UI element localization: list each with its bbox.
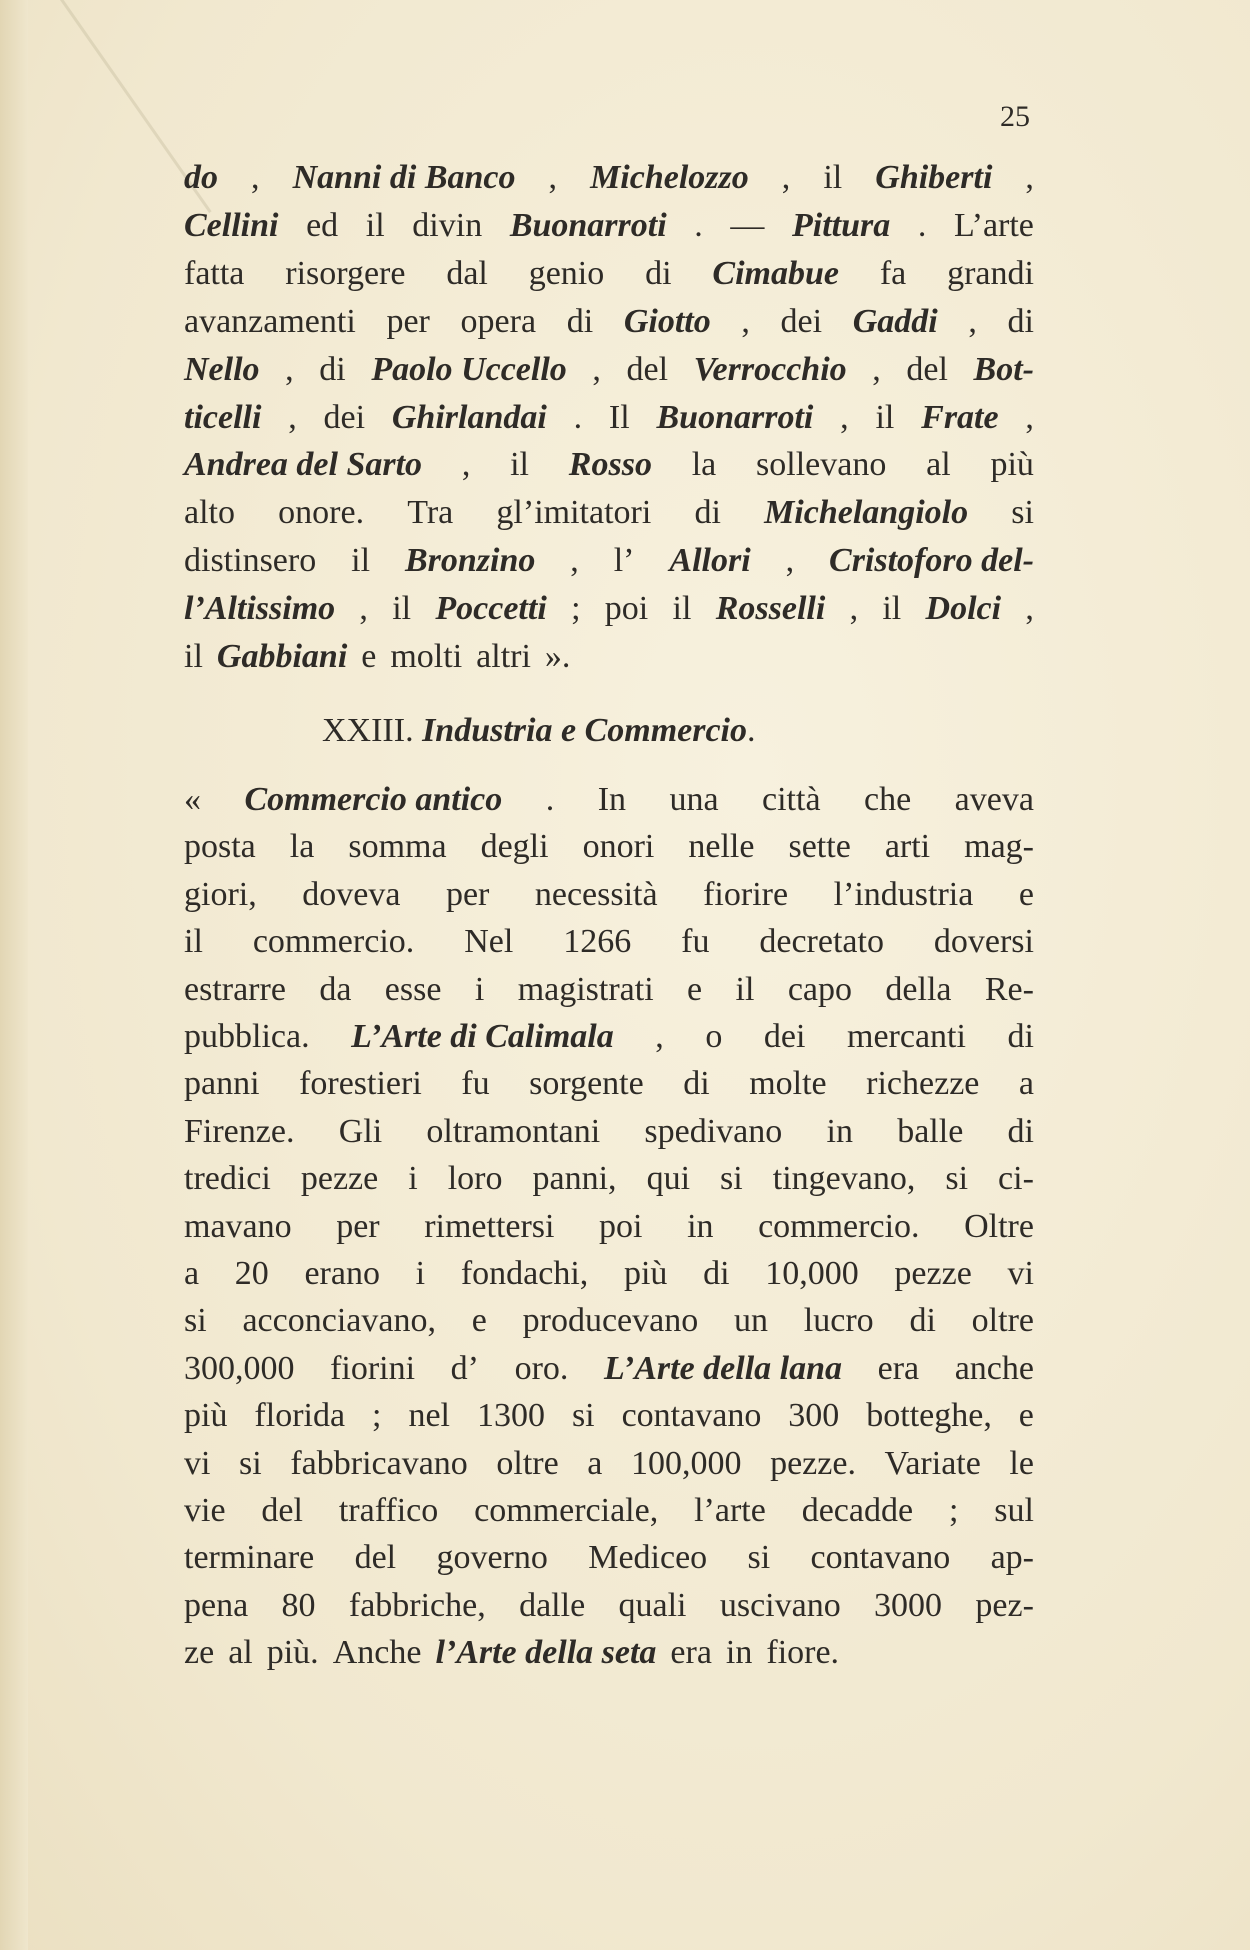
text-line: do , Nanni di Banco , Michelozzo , il Ghiberti , [184,159,1034,196]
text-line: alto onore. Tra gl’imitatori di Michelangiolo si [184,494,1034,532]
text-line: pubblica. L’Arte di Calimala , o dei mercanti di [184,1018,1034,1055]
text-line: giori, doveva per necessità fiorire l’industria e [184,875,1034,913]
text-line: mavano per rimettersi poi in commercio. Oltre [184,1207,1034,1245]
text-line: vi si fabbricavano oltre a 100,000 pezze. Variate le [184,1444,1034,1482]
text-line: si acconciavano, e producevano un lucro di oltre [184,1302,1034,1340]
text-line: Firenze. Gli oltramontani spedivano in balle di [184,1112,1034,1150]
text-line: distinsero il Bronzino , l’ Allori , Cristoforo del- [184,542,1034,580]
text-line: Nello , di Paolo Uccello , del Verrocchio , del Bot- [184,350,1034,388]
text-line: « Commercio antico . In una città che aveva [184,781,1034,818]
text-line: tredici pezze i loro panni, qui si tingevano, si ci- [184,1160,1034,1198]
text-line: ze al più. Anche l’Arte della seta era in fiore. [184,1634,840,1672]
text-line: Cellini ed il divin Buonarroti . — Pittura . L’arte [184,206,1034,244]
page-number: 25 [1000,100,1030,133]
text-line: il Gabbiani e molti altri ». [184,638,571,675]
text-line: avanzamenti per opera di Giotto , dei Gaddi , di [184,302,1034,340]
text-line: ticelli , dei Ghirlandai . Il Buonarroti , il Frate , [184,398,1034,436]
text-line: panni forestieri fu sorgente di molte richezze a [184,1065,1034,1103]
page-gutter [0,0,28,1950]
text-line: pena 80 fabbriche, dalle quali uscivano 3000 pez- [184,1586,1034,1624]
section-heading: XXIII. Industria e Commercio. [322,712,756,749]
text-line: vie del traffico commerciale, l’arte decadde ; sul [184,1492,1034,1529]
text-line: fatta risorgere dal genio di Cimabue fa grandi [184,254,1034,292]
text-line: Andrea del Sarto , il Rosso la sollevano al più [184,446,1034,484]
text-line: più florida ; nel 1300 si contavano 300 botteghe, e [184,1397,1034,1435]
text-line: 300,000 fiorini d’ oro. L’Arte della lana era anche [184,1349,1034,1387]
text-line: posta la somma degli onori nelle sette arti mag- [184,828,1034,866]
text-line: a 20 erano i fondachi, più di 10,000 pezze vi [184,1255,1034,1292]
text-line: estrarre da esse i magistrati e il capo della Re- [184,970,1034,1008]
text-line: il commercio. Nel 1266 fu decretato doversi [184,923,1034,961]
text-line: l’Altissimo , il Poccetti ; poi il Rosselli , il Dolci , [184,590,1034,628]
text-line: terminare del governo Mediceo si contavano ap- [184,1539,1034,1577]
